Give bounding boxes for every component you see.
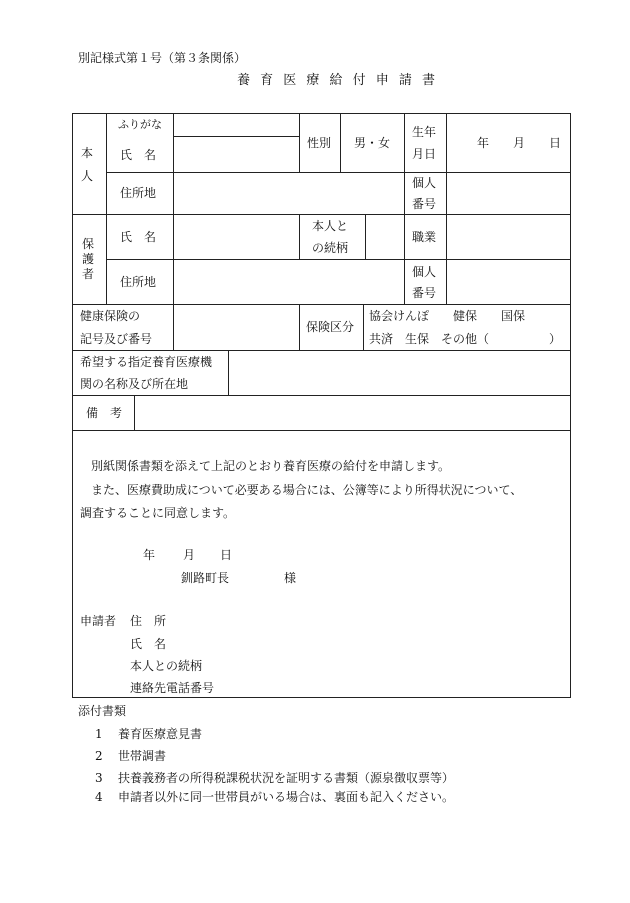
attachment-text: 扶養義務者の所得税課税状況を証明する書類（源泉徴収票等） bbox=[118, 771, 455, 785]
insurance-options-bottom: 共済 生保 その他（ ） bbox=[369, 332, 562, 346]
birth-month-label: 月 bbox=[513, 136, 526, 150]
date-month-label: 月 bbox=[183, 548, 196, 562]
birth-label-bottom: 月日 bbox=[412, 147, 437, 161]
insurance-label-bottom: 記号及び番号 bbox=[80, 332, 153, 346]
applicant-label-bottom: 人 bbox=[81, 169, 94, 183]
attachment-text: 申請者以外に同一世帯員がいる場合は、裏面も記入ください。 bbox=[118, 790, 455, 804]
sign-phone-label: 連絡先電話番号 bbox=[130, 681, 215, 695]
attachment-text: 養育医療意見書 bbox=[118, 727, 203, 741]
applicant-address-label: 住所地 bbox=[120, 186, 157, 200]
insurance-label-top: 健康保険の bbox=[80, 309, 141, 323]
birth-year-label: 年 bbox=[477, 136, 490, 150]
applicant-sign-label: 申請者 bbox=[80, 614, 117, 628]
attachment-number: 4 bbox=[95, 790, 103, 804]
relation-label-top: 本人と bbox=[312, 219, 349, 233]
guardian-personal-no-bottom: 番号 bbox=[412, 286, 437, 300]
addressee: 釧路町長 bbox=[181, 571, 230, 585]
attachment-text: 世帯調書 bbox=[118, 749, 167, 763]
guardian-address-label: 住所地 bbox=[120, 275, 157, 289]
furigana-label: ふりがな bbox=[118, 118, 162, 131]
institution-label-top: 希望する指定養育医療機 bbox=[80, 355, 213, 369]
gender-label: 性別 bbox=[307, 136, 332, 150]
guardian-name-label: 氏 名 bbox=[120, 230, 157, 244]
statement-line-2: また、医療費助成について必要ある場合には、公簿等により所得状況について、 bbox=[91, 483, 523, 497]
institution-label-bottom: 関の名称及び所在地 bbox=[80, 377, 189, 391]
form-number: 別記様式第１号（第３条関係） bbox=[78, 51, 247, 65]
attachment-number: 3 bbox=[95, 771, 103, 785]
guardian-personal-no-top: 個人 bbox=[412, 265, 437, 279]
birth-label-top: 生年 bbox=[412, 125, 437, 139]
attachment-number: 2 bbox=[95, 749, 103, 763]
applicant-personal-no-bottom: 番号 bbox=[412, 197, 437, 211]
insurance-category-label: 保険区分 bbox=[306, 320, 355, 334]
occupation-label: 職業 bbox=[412, 230, 437, 244]
relation-label-bottom: の続柄 bbox=[312, 241, 349, 255]
statement-line-3: 調査することに同意します。 bbox=[80, 506, 236, 520]
remarks-label: 備 考 bbox=[86, 406, 123, 420]
insurance-options-top: 協会けんぽ 健保 国保 bbox=[369, 309, 526, 323]
date-year-label: 年 bbox=[143, 548, 156, 562]
guardian-label: 保護者 bbox=[81, 237, 94, 281]
applicant-label-top: 本 bbox=[81, 146, 94, 160]
form-title: 養 育 医 療 給 付 申 請 書 bbox=[237, 73, 439, 88]
attachment-number: 1 bbox=[95, 727, 103, 741]
date-day-label: 日 bbox=[220, 548, 233, 562]
honorific: 様 bbox=[284, 571, 297, 585]
birth-day-label: 日 bbox=[549, 136, 562, 150]
statement-line-1: 別紙関係書類を添えて上記のとおり養育医療の給付を申請します。 bbox=[91, 459, 451, 473]
sign-address-label: 住 所 bbox=[130, 614, 167, 628]
sign-relation-label: 本人との続柄 bbox=[130, 659, 203, 673]
gender-options: 男・女 bbox=[354, 136, 391, 150]
applicant-personal-no-top: 個人 bbox=[412, 176, 437, 190]
attachments-heading: 添付書類 bbox=[78, 704, 127, 718]
sign-name-label: 氏 名 bbox=[130, 637, 167, 651]
applicant-name-label: 氏 名 bbox=[120, 148, 157, 162]
